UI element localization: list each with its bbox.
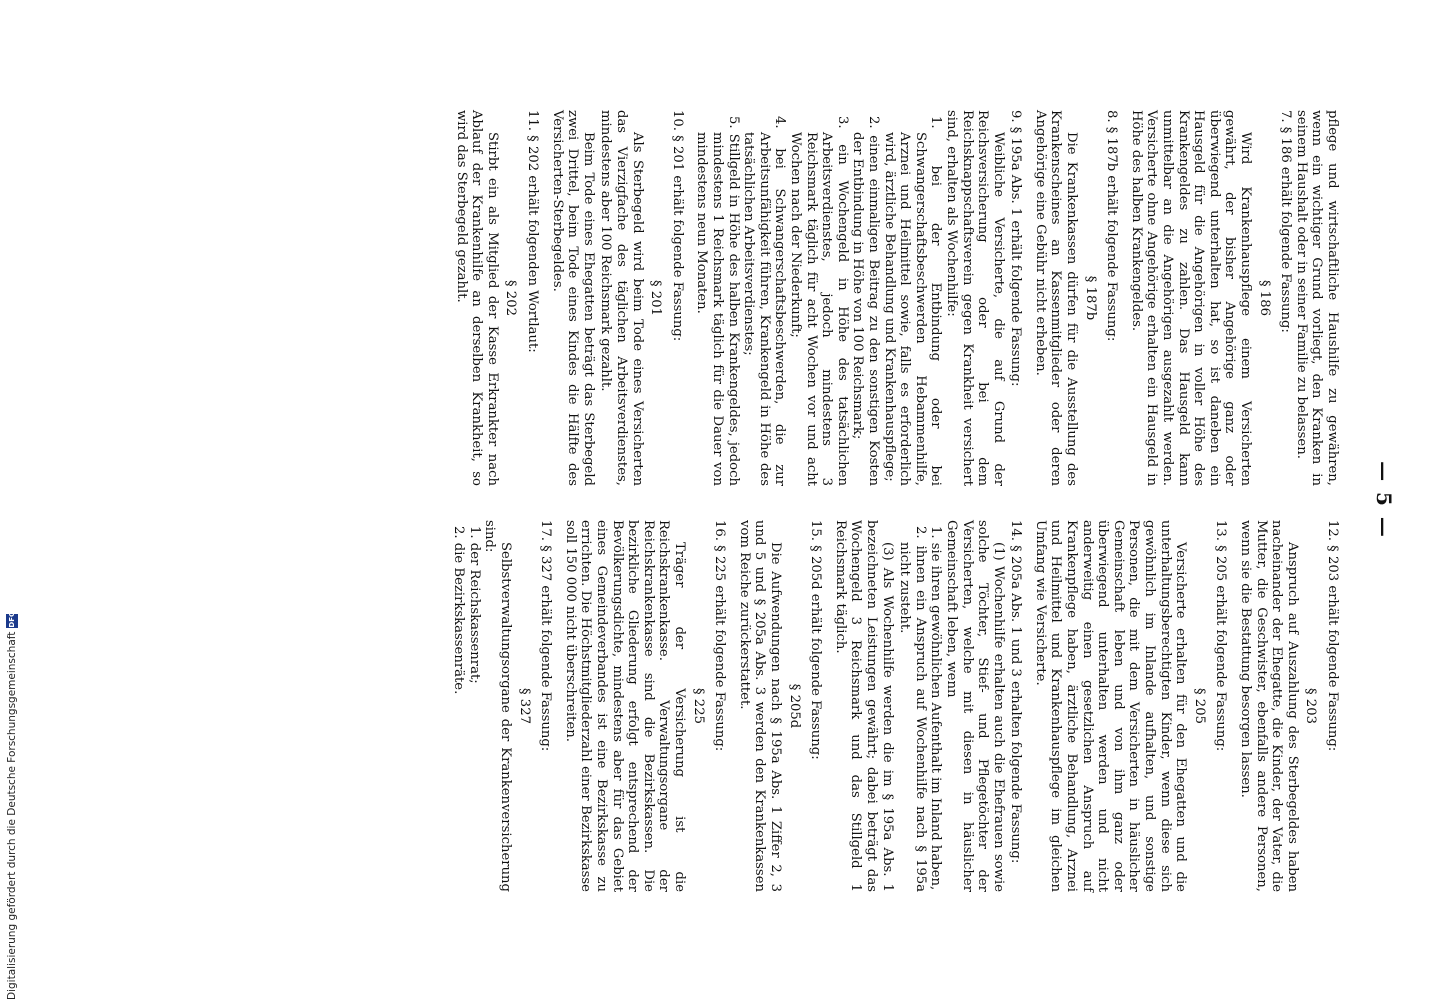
section-paragraph: Als Sterbegeld wird beim Tode eines Versicherten das Vierzigfache des täglichen Arbeitsverdienstes, mindestens aber 100 Reichsmark gezahlt. [598, 110, 645, 486]
amendment-item [451, 520, 554, 892]
amendment-heading: 8. § 187b erhält folgende Fassung: [1104, 110, 1120, 342]
footer [0, 0, 24, 1000]
section-paragraph: Träger der Versicherung ist die Reichskrankenkasse. Verwaltungsorgane der Reichskrankenkasse sind die Bezirkskassen. Die bezirkliche Gliederung erfolgt entsprechend der Bevölkerungsdichte, mindestens aber für das Gebiet eines Gemeindeverbandes ist eine Bezirkskasse zu errichten. Die Höchstmitgliederzahl einer Bezirkskasse soll 150 000 nicht überschreiten. [562, 520, 688, 892]
section-number: § 205 [1191, 688, 1207, 724]
section-paragraph: Selbstverwaltungsorgane der Krankenversicherung sind: [482, 520, 514, 892]
section-paragraph: Versicherte erhalten für den Ehegatten und die unterhaltungsberechtigten Kinder, wenn diese sich gewöhnlich im Inlande aufhalten, und sonstige Personen, die mit dem Versicherten in häuslicher Gemeinschaft leben und von ihm ganz oder überwiegend unterhalten werden und nicht anderweitig einen gesetzlichen Anspruch auf Krankenpflege haben, ärztliche Behandlung, Arznei und Heilmittel und Krankenhauspflege im gleichen Umfang wie Versicherte. [1032, 520, 1189, 892]
amendment-item [453, 110, 540, 486]
amendment-heading: 9. § 195a Abs. 1 erhält folgende Fassung: [1008, 110, 1024, 387]
section-number: § 201 [648, 280, 664, 316]
amendment-item [832, 520, 1023, 892]
section-number: § 186 [1256, 280, 1272, 316]
enumerated-item: 2. die Bezirkskassenräte. [451, 526, 467, 695]
enumerated-item: 1. der Reichskassenrat; [466, 526, 482, 684]
enumerated-item: 3. ein Wochengeld in Höhe des tatsächlichen Arbeitsverdienstes, jedoch mindestens 3 Reichsmark täglich für acht Wochen vor und acht Wochen nach der Niederkunft; [788, 116, 850, 486]
enumerated-item: 2. ihnen ein Anspruch auf Wochenhilfe nach § 195a nicht zusteht. [897, 526, 928, 892]
amendment-item [549, 110, 685, 486]
section-number: § 327 [516, 688, 532, 724]
enumerated-item: 4. bei Schwangerschaftsbeschwerden, die zur Arbeitsunfähigkeit führen, Krankengeld in Höhe des tatsächlichen Arbeitsverdienstes; [741, 116, 788, 486]
section-paragraph: Die Krankenkassen dürfen für die Ausstellung des Krankenscheines an Kassenmitglieder oder deren Angehörige eine Gebühr nicht erheben. [1032, 110, 1080, 486]
amendment-heading: 16. § 225 erhält folgende Fassung: [712, 520, 728, 752]
section-number: § 203 [1303, 688, 1319, 724]
amendment-heading: 14. § 205a Abs. 1 und 3 erhalten folgende Fassung: [1008, 520, 1024, 864]
amendment-heading: 13. § 205 erhält folgende Fassung: [1213, 520, 1229, 752]
section-paragraph: (3) Als Wochenhilfe werden die im § 195a Abs. 1 bezeichneten Leistungen gewährt; dabei beträgt das Wochengeld 3 Reichsmark und das Stillgeld 1 Reichsmark täglich. [832, 520, 895, 892]
section-paragraph: Beim Tode eines Ehegatten beträgt das Sterbegeld zwei Drittel, beim Tode eines Kindes die Hälfte des Versicherten-Sterbegeldes. [549, 110, 596, 486]
section-paragraph: Die Aufwendungen nach § 195a Abs. 1 Ziffer 2, 3 und 5 und § 205a Abs. 3 werden den Krankenkassen vom Reiche zurückerstattet. [736, 520, 783, 892]
amendment-heading: 10. § 201 erhält folgende Fassung: [669, 110, 685, 342]
dfg-logo: DFG [8, 611, 16, 628]
amendment-item [694, 110, 1023, 486]
enumerated-item: 2. einen einmaligen Beitrag zu den sonstigen Kosten der Entbindung in Höhe von 100 Reichsmark; [850, 116, 881, 486]
section-paragraph: Weibliche Versicherte, die auf Grund der Reichsversicherung oder bei dem Reichsknappschaftsverein gegen Krankheit versichert sind, erhalten als Wochenhilfe: [943, 110, 1006, 486]
amendment-item [1032, 110, 1119, 486]
continuation-text: pflege und wirtschaftliche Haushilfe zu gewähren, wenn ein wichtiger Grund vorliegt, den Kranken in seinem Haushalt oder in seiner Familie zu belassen. [1293, 110, 1340, 486]
enumerated-item: 1. bei der Entbindung oder bei Schwangerschaftsbeschwerden Hebammenhilfe, Arznei und Heilmittel sowie, falls es erforderlich wird, ärztliche Behandlung und Krankenhauspflege; [881, 116, 944, 486]
amendment-heading: 11. § 202 erhält folgenden Wortlaut: [525, 110, 541, 353]
left-column [444, 110, 1340, 486]
footer-text: Digitalisierung gefördert durch die Deutsche Forschungsgemeinschaft [6, 631, 18, 1000]
amendment-item [1032, 520, 1228, 892]
amendment-heading: 7. § 186 erhält folgende Fassung: [1278, 110, 1294, 333]
amendment-item [1237, 520, 1340, 892]
amendment-heading: 15. § 205d erhält folgende Fassung: [808, 520, 824, 760]
section-paragraph: Wird Krankenhauspflege einem Versicherten gewährt, der bisher Angehörige ganz oder überwiegend unterhalten hat, so ist daneben ein Hausgeld für die Angehörigen in voller Höhe des Krankengeldes zu zahlen. Das Hausgeld kann unmittelbar an die Angehörigen ausgezahlt werden. Versicherte ohne Angehörige erhalten ein Hausgeld in Höhe des halben Krankengeldes. [1128, 110, 1254, 486]
section-paragraph: (1) Wochenhilfe erhalten auch die Ehefrauen sowie solche Töchter, Stief- und Pflegetöchter der Versicherten, welche mit diesen in häuslicher Gemeinschaft leben, wenn [943, 520, 1006, 892]
enumerated-item: 5. Stillgeld in Höhe des halben Krankengeldes, jedoch mindestens 1 Reichsmark täglich für die Dauer von mindestens neun Monaten. [694, 116, 741, 486]
amendment-item [736, 520, 823, 892]
page-number: — 5 — [1372, 461, 1396, 539]
section-number: § 225 [690, 688, 706, 724]
right-column [442, 520, 1340, 892]
section-number: § 202 [503, 280, 519, 316]
section-number: § 187b [1082, 275, 1098, 321]
amendment-heading: 12. § 203 erhält folgende Fassung: [1325, 520, 1340, 752]
section-number: § 205d [786, 683, 802, 729]
amendment-item [562, 520, 727, 892]
amendment-item [1128, 110, 1293, 486]
section-paragraph: Stirbt ein als Mitglied der Kasse Erkrankter nach Ablauf der Krankenhilfe an derselben Krankheit, so wird das Sterbegeld gezahlt. [453, 110, 500, 486]
section-paragraph: Anspruch auf Auszahlung des Sterbegeldes haben nacheinander der Ehegatte, die Kinder, der Vater, die Mutter, die Geschwister, ebenfalls andere Personen, wenn sie die Bestattung besorgen lassen. [1238, 520, 1300, 892]
enumerated-item: 1. sie ihren gewöhnlichen Aufenthalt im Inland haben, [928, 526, 944, 891]
amendment-heading: 17. § 327 erhält folgende Fassung: [538, 520, 554, 752]
